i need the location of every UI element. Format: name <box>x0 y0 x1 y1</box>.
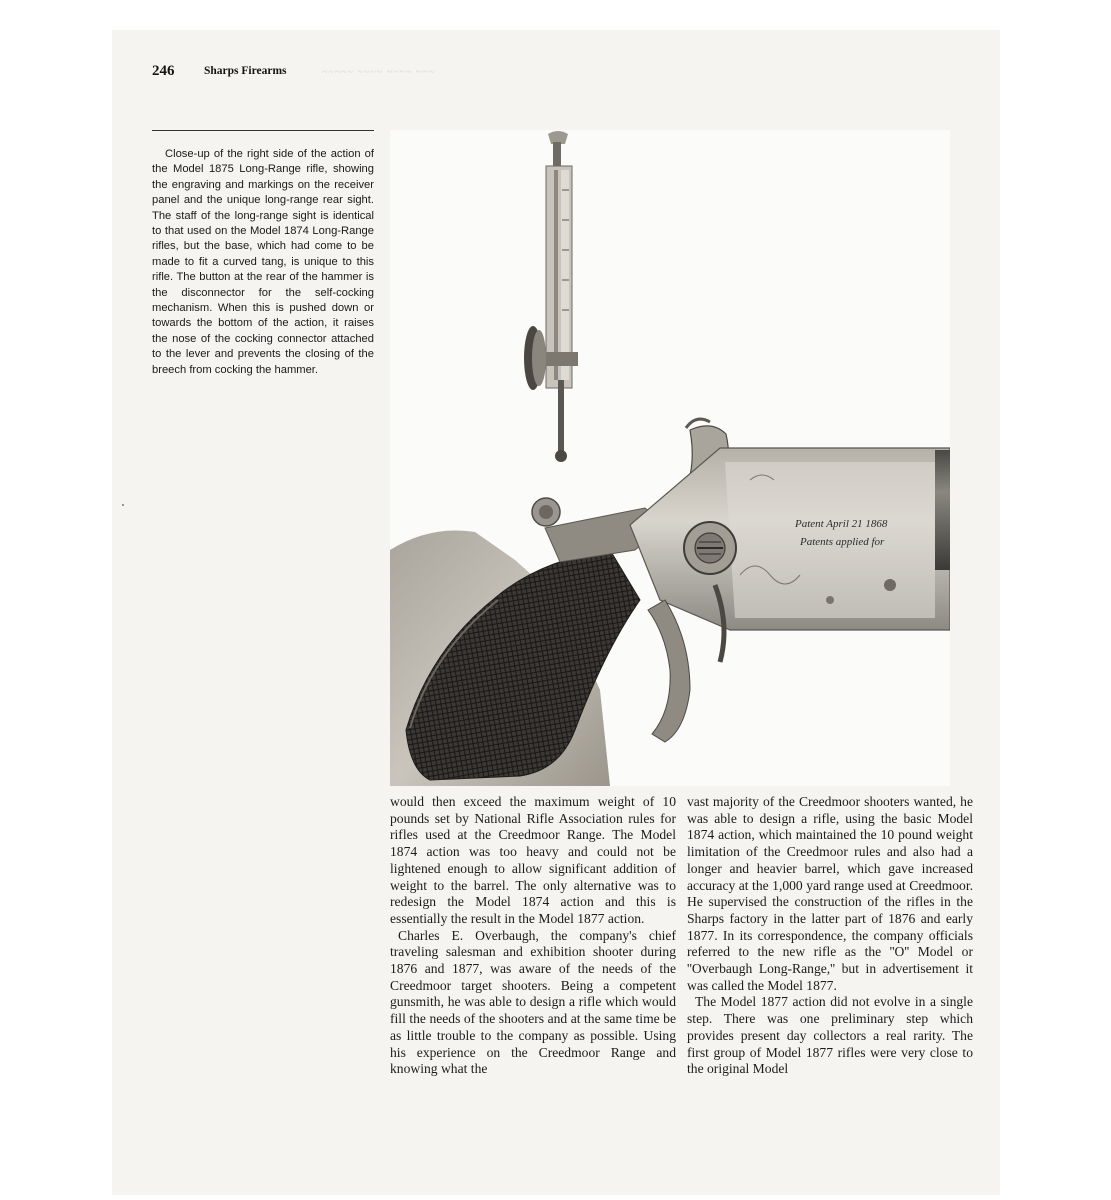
paragraph: would then exceed the maximum weight of 10 pounds set by National Rifle Association rules for rifles used at the Creedmoor Range. The Model 1874 action was too heavy and could not be lightened enough to allow significant addition of weight to the barrel. The only alternative was to redesign the Model 1874 action and this is essentially the result in the Model 1877 action. <box>390 794 676 926</box>
speck <box>122 504 124 506</box>
barrel <box>935 450 950 570</box>
receiver-marking-line2: Patents applied for <box>800 536 885 548</box>
photo-caption: Close-up of the right side of the action of the Model 1875 Long-Range rifle, showing the engraving and markings on the receiver panel and the unique long-range rear sight. The staff of the long-range sight is identical to that used on the Model 1874 Long-Range rifles, but the base, which had come to be made to fit a curved tang, is unique to this rifle. The button at the rear of the hammer is the disconnector for the self-cocking mechanism. When this is pushed down or towards the bottom of the action, it raises the nose of the cocking connector attached to the lever and prevents the closing of the breech from cocking the hammer. <box>152 148 374 376</box>
page-number: 246 <box>152 63 175 79</box>
show-through-text: ~~~~~ ~~~~ ~~~~ ~~~ <box>322 67 436 78</box>
caption-rule <box>152 130 374 131</box>
book-page <box>112 30 1000 1195</box>
paragraph: vast majority of the Creedmoor shooters wanted, he was able to design a rifle, using the basic Model 1874 action, which maintained the 10 pound weight limitation of the Creedmoor rules and also had a longer and heavier barrel, which gave increased accuracy at the 1,000 yard range used at Creedmoor. He supervised the construction of the rifles in the Sharps factory in the latter part of 1876 and early 1877. In its correspondence, the company officials referred to the new rifle as the ''O'' Model or ''Overbaugh Long-Range,'' but in advertisement it was called the Model 1877. <box>687 794 973 993</box>
paragraph: The Model 1877 action did not evolve in a single step. There was one preliminary step which provides present day collectors a real rarity. The first group of Model 1877 rifles were very close to the original Model <box>687 994 973 1077</box>
running-title: Sharps Firearms <box>204 65 287 77</box>
rifle-action-photo <box>390 130 950 786</box>
receiver-marking-line1: Patent April 21 1868 <box>795 518 888 530</box>
body-column-2 <box>687 794 973 1078</box>
body-column-1 <box>390 794 676 1078</box>
paragraph: Charles E. Overbaugh, the company's chief traveling salesman and exhibition shooter during 1876 and 1877, was aware of the needs of the Creedmoor target shooters. Being a competent gunsmith, he was able to design a rifle which would fill the needs of the shooters and at the same time be as little trouble to the company as possible. Using his experience on the Creedmoor Range and knowing what the <box>390 927 676 1077</box>
